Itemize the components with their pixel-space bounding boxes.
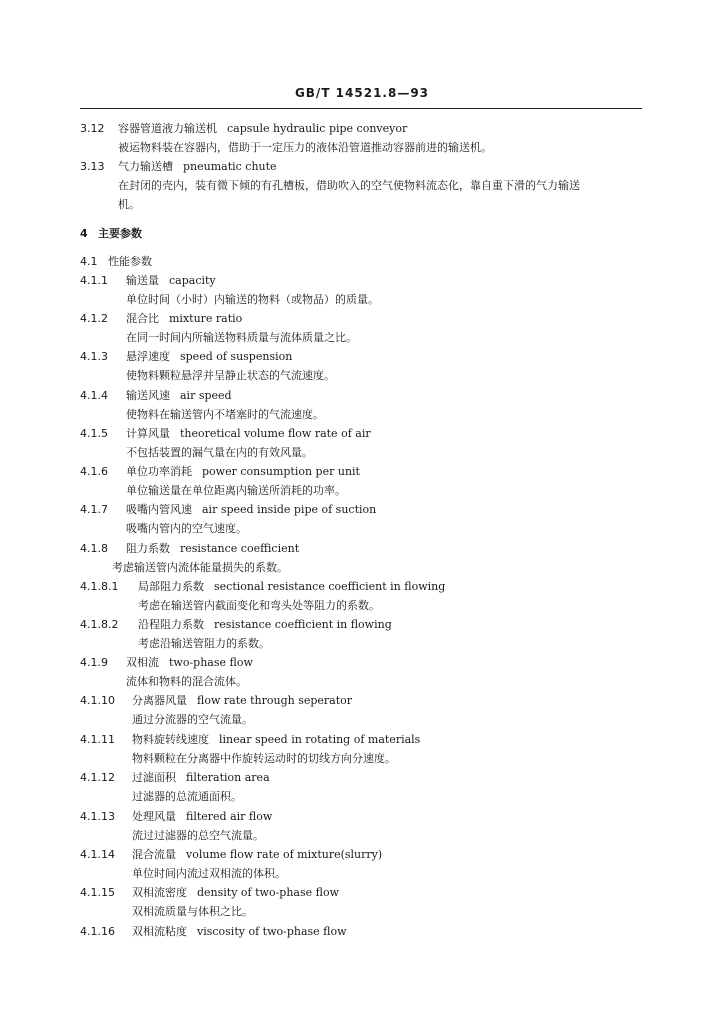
- definition: 考虑输送管内流体能量损失的系数。: [112, 561, 288, 574]
- term-cn: 双相流: [126, 656, 159, 669]
- term-cn: 物料旋转线速度: [132, 733, 209, 746]
- definition: 过滤器的总流通面积。: [132, 790, 242, 803]
- term-cn: 局部阻力系数: [138, 580, 204, 593]
- definition: 通过分流器的空气流量。: [132, 713, 253, 726]
- term-en: resistance coefficient: [180, 542, 300, 555]
- term-en: speed of suspension: [180, 350, 293, 363]
- term-cn: 分离器风量: [132, 694, 187, 707]
- term-en: two-phase flow: [169, 656, 253, 669]
- term-cn: 双相流粘度: [132, 925, 187, 938]
- term-en: viscosity of two-phase flow: [197, 925, 347, 938]
- section-number: 4.1.2: [80, 312, 108, 325]
- section-number: 4.1.10: [80, 694, 115, 707]
- term-cn: 输送量: [126, 274, 159, 287]
- section-number: 4.1.7: [80, 503, 108, 516]
- term-cn: 悬浮速度: [126, 350, 170, 363]
- definition-continued: 机。: [118, 198, 140, 211]
- term-cn: 吸嘴内管风速: [126, 503, 192, 516]
- section-number: 4.1.15: [80, 886, 115, 899]
- term-en: flow rate through seperator: [197, 694, 353, 707]
- definition: 流过过滤器的总空气流量。: [132, 829, 264, 842]
- section-number: 4.1.1: [80, 274, 108, 287]
- term-en: capsule hydraulic pipe conveyor: [227, 122, 408, 135]
- term-en: resistance coefficient in flowing: [214, 618, 392, 631]
- header-rule: [80, 108, 642, 109]
- term-cn: 输送风速: [126, 389, 170, 402]
- definition: 单位时间（小时）内输送的物料（或物品）的质量。: [126, 293, 379, 306]
- section-number: 3.13: [80, 160, 105, 173]
- term-cn: 阻力系数: [126, 542, 170, 555]
- definition: 双相流质量与体积之比。: [132, 905, 253, 918]
- definition: 使物料颗粒悬浮并呈静止状态的气流速度。: [126, 369, 335, 382]
- section-number: 4.1.4: [80, 389, 108, 402]
- term-en: air speed inside pipe of suction: [202, 503, 377, 516]
- section-number: 4.1.8.2: [80, 618, 119, 631]
- section-number: 4.1: [80, 255, 98, 268]
- section-number: 4.1.8: [80, 542, 108, 555]
- section-number: 4.1.14: [80, 848, 115, 861]
- term-en: volume flow rate of mixture(slurry): [186, 848, 383, 861]
- definition: 物料颗粒在分离器中作旋转运动时的切线方向分速度。: [132, 752, 396, 765]
- term-en: mixture ratio: [169, 312, 243, 325]
- term-en: theoretical volume flow rate of air: [180, 427, 371, 440]
- definition: 单位输送量在单位距离内输送所消耗的功率。: [126, 484, 346, 497]
- term-en: density of two-phase flow: [197, 886, 340, 899]
- term-cn: 计算风量: [126, 427, 170, 440]
- section-number: 4.1.5: [80, 427, 108, 440]
- term-cn: 混合流量: [132, 848, 176, 861]
- definition: 流体和物料的混合流体。: [126, 675, 247, 688]
- section-number: 4.1.8.1: [80, 580, 119, 593]
- term-en: filtered air flow: [186, 810, 273, 823]
- section-number: 4.1.16: [80, 925, 115, 938]
- section-number: 4.1.11: [80, 733, 115, 746]
- section-number: 4.1.3: [80, 350, 108, 363]
- section-number: 3.12: [80, 122, 105, 135]
- definition: 在封闭的壳内，装有微下倾的有孔槽板，借助吹入的空气使物料流态化，靠自重下滑的气力输送: [118, 179, 580, 192]
- term-cn: 处理风量: [132, 810, 176, 823]
- term-en: linear speed in rotating of materials: [219, 733, 421, 746]
- definition: 使物料在输送管内不堵塞时的气流速度。: [126, 408, 324, 421]
- section-title: 性能参数: [108, 255, 152, 268]
- standard-code-header: GB/T 14521.8—93: [294, 86, 430, 100]
- term-en: filteration area: [186, 771, 270, 784]
- definition: 吸嘴内管内的空气速度。: [126, 522, 247, 535]
- section-number: 4.1.12: [80, 771, 115, 784]
- definition: 不包括装置的漏气量在内的有效风量。: [126, 446, 313, 459]
- section-title: 主要参数: [98, 227, 142, 240]
- term-en: power consumption per unit: [202, 465, 360, 478]
- term-en: pneumatic chute: [183, 160, 277, 173]
- term-cn: 容器管道液力输送机: [118, 122, 217, 135]
- section-number: 4.1.13: [80, 810, 115, 823]
- section-number: 4.1.6: [80, 465, 108, 478]
- section-number: 4.1.9: [80, 656, 108, 669]
- term-cn: 气力输送槽: [118, 160, 173, 173]
- section-number: 4: [80, 227, 88, 240]
- definition: 在同一时间内所输送物料质量与流体质量之比。: [126, 331, 357, 344]
- term-en: sectional resistance coefficient in flowing: [214, 580, 446, 593]
- definition: 考虑在输送管内截面变化和弯头处等阻力的系数。: [138, 599, 380, 612]
- definition: 单位时间内流过双相流的体积。: [132, 867, 286, 880]
- term-cn: 混合比: [126, 312, 159, 325]
- term-en: air speed: [180, 389, 232, 402]
- term-cn: 双相流密度: [132, 886, 187, 899]
- term-en: capacity: [169, 274, 216, 287]
- term-cn: 过滤面积: [132, 771, 176, 784]
- term-cn: 沿程阻力系数: [138, 618, 204, 631]
- definition: 被运物料装在容器内，借助于一定压力的液体沿管道推动容器前进的输送机。: [118, 141, 492, 154]
- term-cn: 单位功率消耗: [126, 465, 192, 478]
- definition: 考虑沿输送管阻力的系数。: [138, 637, 270, 650]
